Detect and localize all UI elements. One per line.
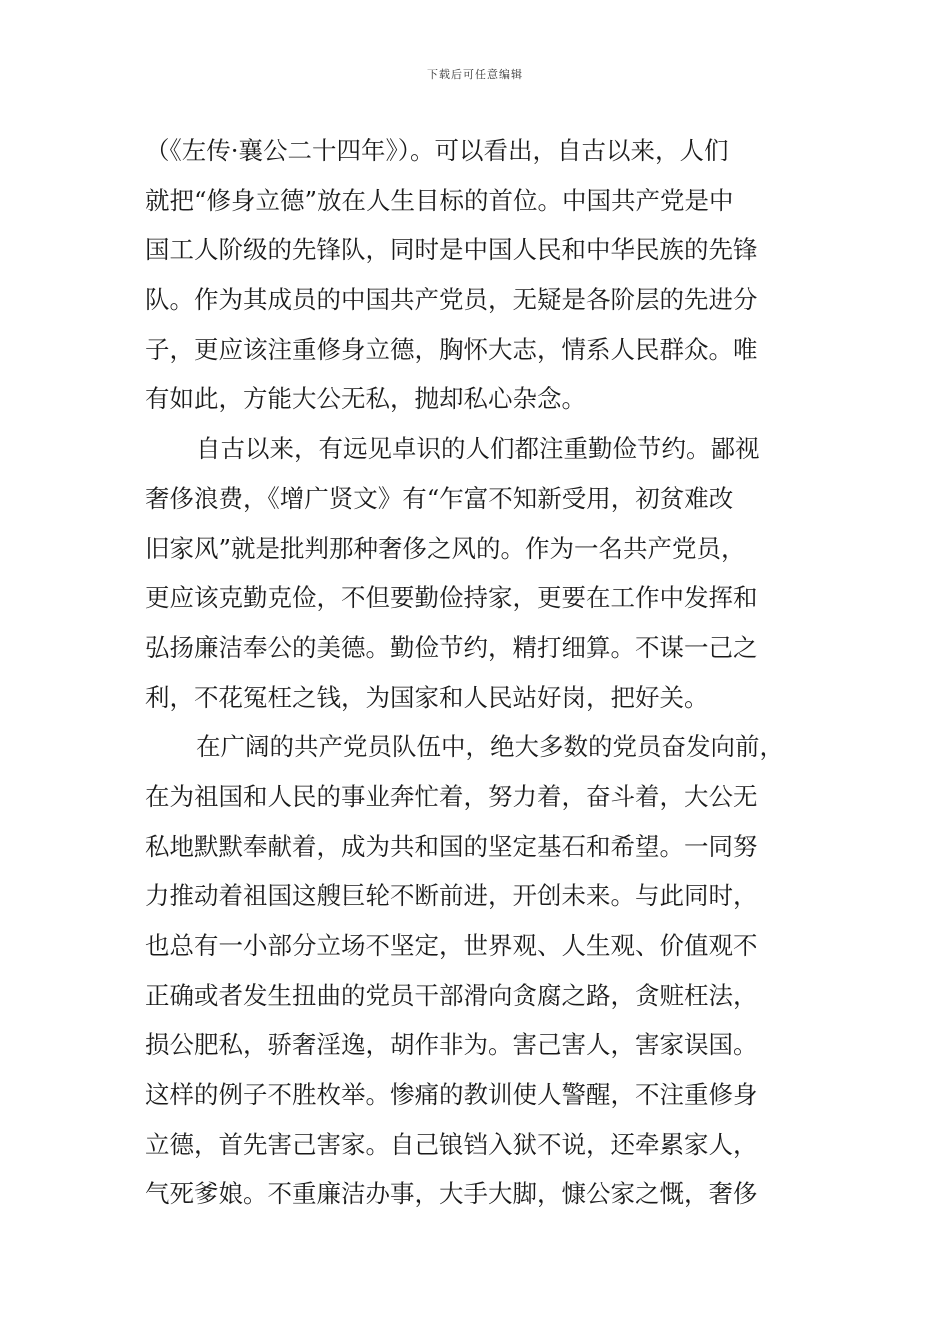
- text-line: （《左传·襄公二十四年》）。可以看出，自古以来，人们: [145, 136, 729, 165]
- text-line: 这样的例子不胜枚举。惨痛的教训使人警醒，不注重修身: [145, 1080, 758, 1110]
- paragraph-first-line: 自古以来，有远见卓识的人们都注重勤俭节约。鄙视: [196, 434, 760, 464]
- text-line: 气死爹娘。不重廉洁办事，大手大脚，慷公家之慨，奢侈: [145, 1179, 758, 1209]
- body-text: [145, 126, 815, 1219]
- text-line: 旧家风”就是批判那种奢侈之风的。作为一名共产党员，: [145, 533, 746, 563]
- text-line: 有如此，方能大公无私，抛却私心杂念。: [145, 384, 586, 414]
- text-line: 力推动着祖国这艘巨轮不断前进，开创未来。与此同时，: [145, 881, 758, 911]
- text-line: 弘扬廉洁奉公的美德。勤俭节约，精打细算。不谋一己之: [145, 632, 758, 662]
- text-line: 私地默默奉献着，成为共和国的坚定基石和希望。一同努: [145, 831, 758, 861]
- text-line: 就把“修身立德”放在人生目标的首位。中国共产党是中: [145, 185, 734, 215]
- text-line: 利，不花冤枉之钱，为国家和人民站好岗，把好关。: [145, 682, 709, 712]
- text-line: 奢侈浪费，《增广贤文》有“乍富不知新受用，初贫难改: [145, 483, 734, 513]
- text-line: 队。作为其成员的中国共产党员，无疑是各阶层的先进分: [145, 285, 758, 315]
- text-line: 更应该克勤克俭，不但要勤俭持家，更要在工作中发挥和: [145, 583, 758, 613]
- text-line: 正确或者发生扭曲的党员干部滑向贪腐之路，贪赃枉法，: [145, 980, 758, 1010]
- text-line: 在为祖国和人民的事业奔忙着，努力着，奋斗着，大公无: [145, 781, 758, 811]
- text-line: 损公肥私，骄奢淫逸，胡作非为。害己害人，害家误国。: [145, 1030, 758, 1060]
- text-line: 也总有一小部分立场不坚定，世界观、人生观、价值观不: [145, 931, 758, 960]
- paragraph-first-line: 在广阔的共产党员队伍中，绝大多数的党员奋发向前，: [196, 732, 784, 762]
- text-line: 国工人阶级的先锋队，同时是中国人民和中华民族的先锋: [145, 235, 758, 265]
- page-header: 下载后可任意编辑: [427, 68, 523, 81]
- text-line: 子，更应该注重修身立德，胸怀大志，情系人民群众。唯: [145, 334, 758, 364]
- text-line: 立德，首先害己害家。自己锒铛入狱不说，还牵累家人，: [145, 1129, 758, 1159]
